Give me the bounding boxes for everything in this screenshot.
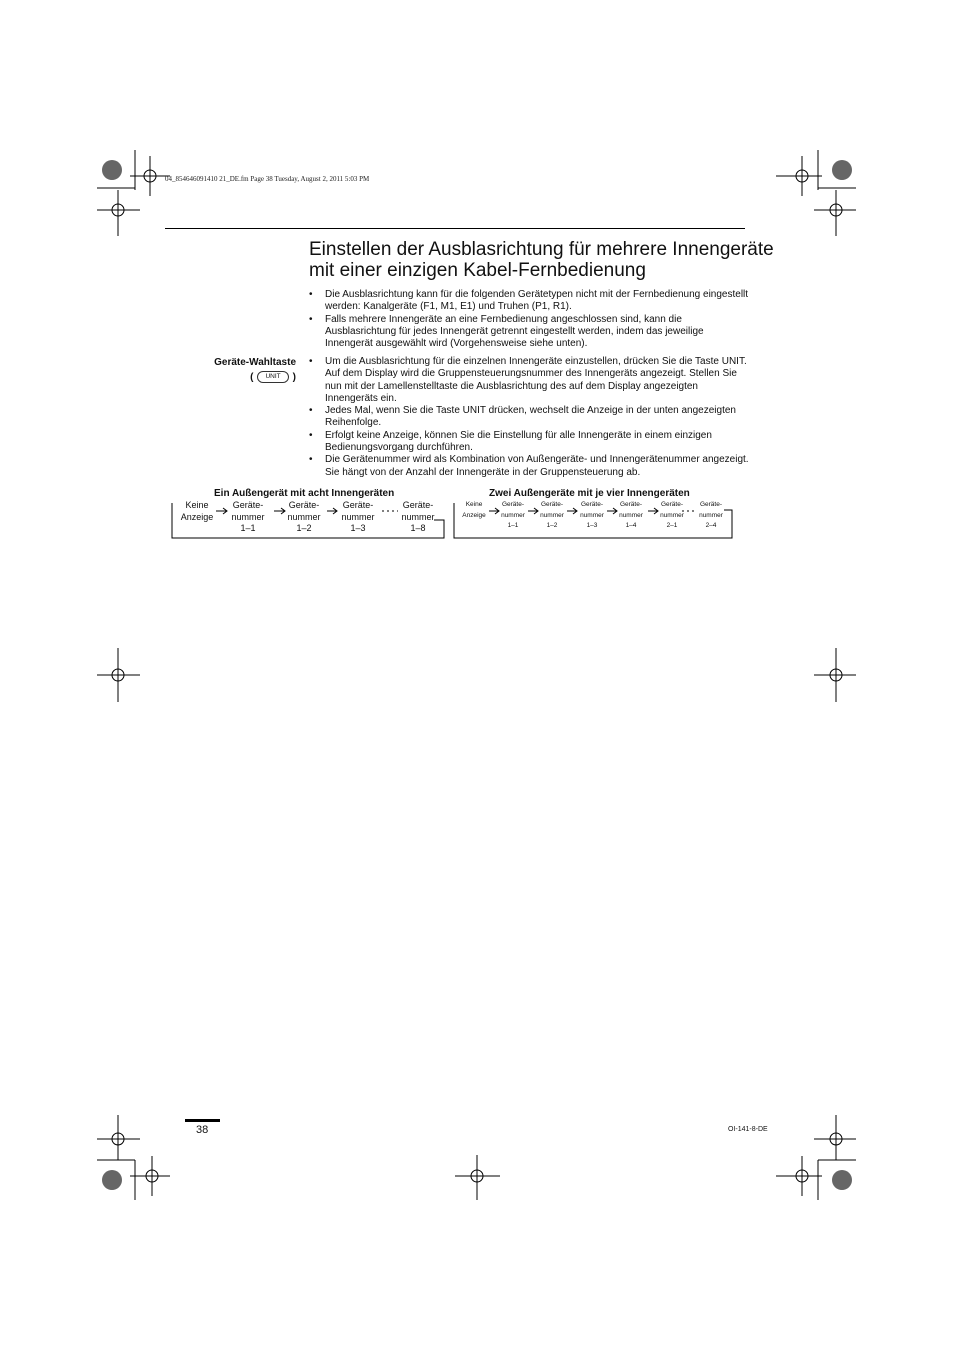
flow-node-line: Keine [465, 501, 483, 508]
flow-node-line: Geräte- [619, 501, 643, 508]
diagram2-title: Zwei Außengeräte mit je vier Innengeräten [489, 488, 690, 499]
flow-node-line: Geräte- [540, 501, 564, 508]
flow-node-line: 1–2 [546, 522, 558, 529]
flow-node-line: 1–1 [240, 523, 256, 533]
flow-node [328, 500, 388, 535]
unit-key-label: Geräte-Wahltaste [214, 357, 296, 368]
flow-node [681, 500, 741, 532]
flow-node-line: Geräte- [580, 501, 604, 508]
flow-node-line: 1–8 [410, 523, 426, 533]
steps-bullet-list [309, 356, 749, 479]
list-item: • Erfolgt keine Anzeige, können Sie die Einstellung für alle Innengeräte in einem einzigen Bedienungsvorgang durchführen. [309, 430, 749, 455]
flow-node [274, 500, 334, 535]
intro-bullet-list [309, 289, 749, 350]
unit-button-icon: UNIT [257, 371, 288, 383]
print-header: 04_854646091410 21_DE.fm Page 38 Tuesday, August 2, 2011 5:03 PM [165, 175, 370, 183]
flow-node-line: Geräte- [232, 500, 264, 510]
flow-node-line: nummer [540, 511, 564, 519]
diagram1-title: Ein Außengerät mit acht Innengeräten [214, 488, 395, 499]
title-line-1: Einstellen der Ausblasrichtung für mehrere Innengeräte [309, 239, 774, 260]
flow-node-line: nummer [699, 511, 723, 519]
flow-node-line: nummer [619, 511, 643, 519]
flow-node-line: 2–1 [666, 522, 678, 529]
flow-node-line: 1–4 [625, 522, 637, 529]
flow-node-line: 1–1 [507, 522, 519, 529]
flow-node-line: Geräte- [501, 501, 525, 508]
flow-node-line: Anzeige [180, 511, 214, 522]
unit-key-line [250, 371, 296, 383]
flow-node-line: Geräte- [699, 501, 723, 508]
flow-node-line: nummer [341, 511, 375, 522]
document-id: OI-141-8-DE [728, 1126, 768, 1133]
flow-node-line: 1–3 [586, 522, 598, 529]
flow-node-line: nummer [231, 511, 265, 522]
list-item: • Die Gerätenummer wird als Kombination von Außengeräte- und Innengerätenummer angezeigt. Sie hängt von der Anzahl der Innengeräte in der Gruppensteuerung ab. [309, 454, 749, 479]
flow-node-line: 2–4 [705, 522, 717, 529]
page-title [309, 239, 774, 281]
footer-rule [185, 1119, 220, 1122]
flow-node-line: nummer [287, 511, 321, 522]
list-item: • Falls mehrere Innengeräte an eine Fernbedienung angeschlossen sind, kann die Ausblasrichtung für jedes Innengerät getrennt eingestellt werden, indem das jeweilige Innengerät ausgewählt wird (Vorgehensweise siehe unten). [309, 314, 749, 351]
paren-close: ) [292, 371, 296, 383]
paren-open: ( [250, 371, 254, 383]
flow-node-line: Geräte- [660, 501, 684, 508]
header-rule [165, 228, 745, 229]
flow-node-line: Anzeige [462, 511, 486, 519]
flow-node-line: nummer [580, 511, 604, 519]
flow-node-line: 1–3 [350, 523, 366, 533]
flow-node-line: nummer [660, 511, 684, 519]
flow-node-line: Geräte- [288, 500, 320, 510]
title-line-2: mit einer einzigen Kabel-Fernbedienung [309, 260, 646, 281]
list-item: • Jedes Mal, wenn Sie die Taste UNIT drücken, wechselt die Anzeige in der unten angezeigten Reihenfolge. [309, 405, 749, 430]
flow-node-line: Keine [185, 500, 209, 510]
page-number: 38 [196, 1124, 209, 1136]
flow-node-line: nummer [401, 511, 435, 522]
list-item: • Um die Ausblasrichtung für die einzelnen Innengeräte einzustellen, drücken Sie die Taste UNIT. Auf dem Display wird die Gruppensteuerungsnummer des Innengeräts angezeigt. Stellen Sie nun mit der Lamellenstelltaste die Ausblasrichtung des auf dem Display angezeigten Innengeräts ein. [309, 356, 749, 405]
flow-node-line: 1–2 [296, 523, 312, 533]
flow-node-line: nummer [501, 511, 525, 519]
flow-node-line: Geräte- [342, 500, 374, 510]
flow-node [388, 500, 448, 535]
flow-node-line: Geräte- [402, 500, 434, 510]
flow-node [218, 500, 278, 535]
list-item: • Die Ausblasrichtung kann für die folgenden Gerätetypen nicht mit der Fernbedienung eingestellt werden: Kanalgeräte (F1, M1, E1) und Truhen (P1, R1). [309, 289, 749, 314]
